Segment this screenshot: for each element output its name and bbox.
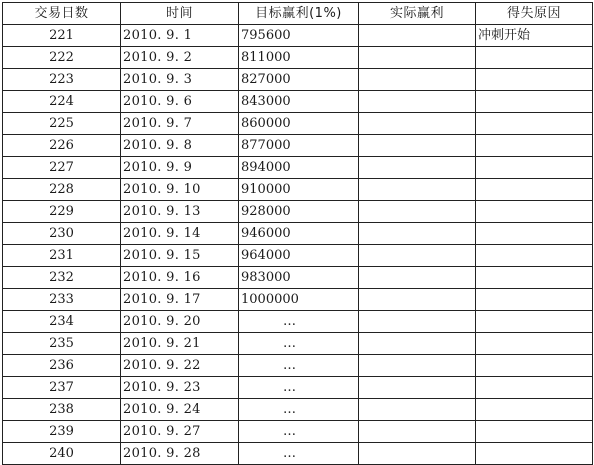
cell-reason <box>476 311 593 333</box>
cell-date: 2010. 9. 10 <box>121 179 239 201</box>
cell-date: 2010. 9. 13 <box>121 201 239 223</box>
cell-reason <box>476 355 593 377</box>
cell-date: 2010. 9. 15 <box>121 245 239 267</box>
cell-reason <box>476 157 593 179</box>
cell-actual-profit <box>359 421 476 443</box>
cell-actual-profit <box>359 267 476 289</box>
table-row <box>3 47 593 69</box>
header-actual-profit: 实际赢利 <box>359 3 476 25</box>
cell-target-profit: 843000 <box>239 91 359 113</box>
cell-actual-profit <box>359 311 476 333</box>
cell-reason <box>476 421 593 443</box>
cell-target-profit: … <box>239 377 359 399</box>
cell-date: 2010. 9. 6 <box>121 91 239 113</box>
cell-reason <box>476 91 593 113</box>
table-row <box>3 201 593 223</box>
cell-actual-profit <box>359 179 476 201</box>
cell-trading-day: 234 <box>3 311 121 333</box>
cell-reason <box>476 135 593 157</box>
cell-target-profit: … <box>239 443 359 465</box>
table-row <box>3 399 593 421</box>
cell-reason <box>476 267 593 289</box>
cell-trading-day: 228 <box>3 179 121 201</box>
cell-actual-profit <box>359 355 476 377</box>
cell-actual-profit <box>359 377 476 399</box>
header-trading-day: 交易日数 <box>3 3 121 25</box>
cell-target-profit: 795600 <box>239 25 359 47</box>
trading-plan-table <box>2 2 593 465</box>
cell-target-profit: 811000 <box>239 47 359 69</box>
cell-trading-day: 240 <box>3 443 121 465</box>
cell-actual-profit <box>359 333 476 355</box>
cell-trading-day: 225 <box>3 113 121 135</box>
cell-date: 2010. 9. 22 <box>121 355 239 377</box>
cell-reason: 冲刺开始 <box>476 25 593 47</box>
cell-reason <box>476 223 593 245</box>
cell-trading-day: 239 <box>3 421 121 443</box>
cell-actual-profit <box>359 135 476 157</box>
table-row <box>3 377 593 399</box>
cell-trading-day: 226 <box>3 135 121 157</box>
cell-reason <box>476 289 593 311</box>
cell-date: 2010. 9. 28 <box>121 443 239 465</box>
cell-target-profit: 964000 <box>239 245 359 267</box>
table-body <box>3 25 593 465</box>
table-row <box>3 69 593 91</box>
table-row <box>3 223 593 245</box>
cell-actual-profit <box>359 113 476 135</box>
cell-target-profit: 928000 <box>239 201 359 223</box>
cell-reason <box>476 443 593 465</box>
cell-date: 2010. 9. 3 <box>121 69 239 91</box>
header-date: 时间 <box>121 3 239 25</box>
cell-actual-profit <box>359 245 476 267</box>
cell-trading-day: 236 <box>3 355 121 377</box>
table-row <box>3 421 593 443</box>
cell-target-profit: 946000 <box>239 223 359 245</box>
cell-date: 2010. 9. 27 <box>121 421 239 443</box>
cell-trading-day: 221 <box>3 25 121 47</box>
cell-trading-day: 222 <box>3 47 121 69</box>
cell-actual-profit <box>359 47 476 69</box>
cell-trading-day: 238 <box>3 399 121 421</box>
cell-target-profit: … <box>239 355 359 377</box>
cell-target-profit: … <box>239 399 359 421</box>
cell-actual-profit <box>359 25 476 47</box>
cell-trading-day: 223 <box>3 69 121 91</box>
cell-target-profit: 894000 <box>239 157 359 179</box>
cell-actual-profit <box>359 69 476 91</box>
cell-trading-day: 235 <box>3 333 121 355</box>
cell-trading-day: 224 <box>3 91 121 113</box>
cell-date: 2010. 9. 17 <box>121 289 239 311</box>
header-row <box>3 3 593 25</box>
cell-reason <box>476 333 593 355</box>
header-target-profit: 目标赢利(1%) <box>239 3 359 25</box>
cell-target-profit: 827000 <box>239 69 359 91</box>
cell-reason <box>476 201 593 223</box>
cell-reason <box>476 69 593 91</box>
cell-trading-day: 229 <box>3 201 121 223</box>
cell-target-profit: … <box>239 333 359 355</box>
cell-date: 2010. 9. 7 <box>121 113 239 135</box>
cell-reason <box>476 179 593 201</box>
header-reason: 得失原因 <box>476 3 593 25</box>
cell-actual-profit <box>359 91 476 113</box>
table-row <box>3 113 593 135</box>
cell-actual-profit <box>359 223 476 245</box>
cell-trading-day: 227 <box>3 157 121 179</box>
table-row <box>3 443 593 465</box>
cell-date: 2010. 9. 14 <box>121 223 239 245</box>
cell-target-profit: 860000 <box>239 113 359 135</box>
table-row <box>3 289 593 311</box>
cell-target-profit: … <box>239 421 359 443</box>
cell-reason <box>476 47 593 69</box>
table-row <box>3 245 593 267</box>
cell-date: 2010. 9. 21 <box>121 333 239 355</box>
cell-reason <box>476 377 593 399</box>
table-row <box>3 135 593 157</box>
table-row <box>3 311 593 333</box>
cell-date: 2010. 9. 23 <box>121 377 239 399</box>
table-row <box>3 91 593 113</box>
cell-actual-profit <box>359 443 476 465</box>
table-row <box>3 267 593 289</box>
table-row <box>3 179 593 201</box>
cell-trading-day: 237 <box>3 377 121 399</box>
cell-target-profit: 910000 <box>239 179 359 201</box>
cell-actual-profit <box>359 289 476 311</box>
cell-trading-day: 231 <box>3 245 121 267</box>
cell-reason <box>476 399 593 421</box>
table-row <box>3 355 593 377</box>
cell-reason <box>476 245 593 267</box>
table-row <box>3 333 593 355</box>
table-row <box>3 25 593 47</box>
cell-actual-profit <box>359 201 476 223</box>
cell-target-profit: 877000 <box>239 135 359 157</box>
cell-trading-day: 233 <box>3 289 121 311</box>
cell-target-profit: 983000 <box>239 267 359 289</box>
cell-actual-profit <box>359 399 476 421</box>
cell-date: 2010. 9. 9 <box>121 157 239 179</box>
cell-date: 2010. 9. 20 <box>121 311 239 333</box>
cell-date: 2010. 9. 24 <box>121 399 239 421</box>
cell-date: 2010. 9. 8 <box>121 135 239 157</box>
cell-trading-day: 232 <box>3 267 121 289</box>
table-row <box>3 157 593 179</box>
cell-target-profit: 1000000 <box>239 289 359 311</box>
cell-actual-profit <box>359 157 476 179</box>
cell-date: 2010. 9. 1 <box>121 25 239 47</box>
cell-date: 2010. 9. 2 <box>121 47 239 69</box>
cell-reason <box>476 113 593 135</box>
cell-date: 2010. 9. 16 <box>121 267 239 289</box>
cell-target-profit: … <box>239 311 359 333</box>
cell-trading-day: 230 <box>3 223 121 245</box>
